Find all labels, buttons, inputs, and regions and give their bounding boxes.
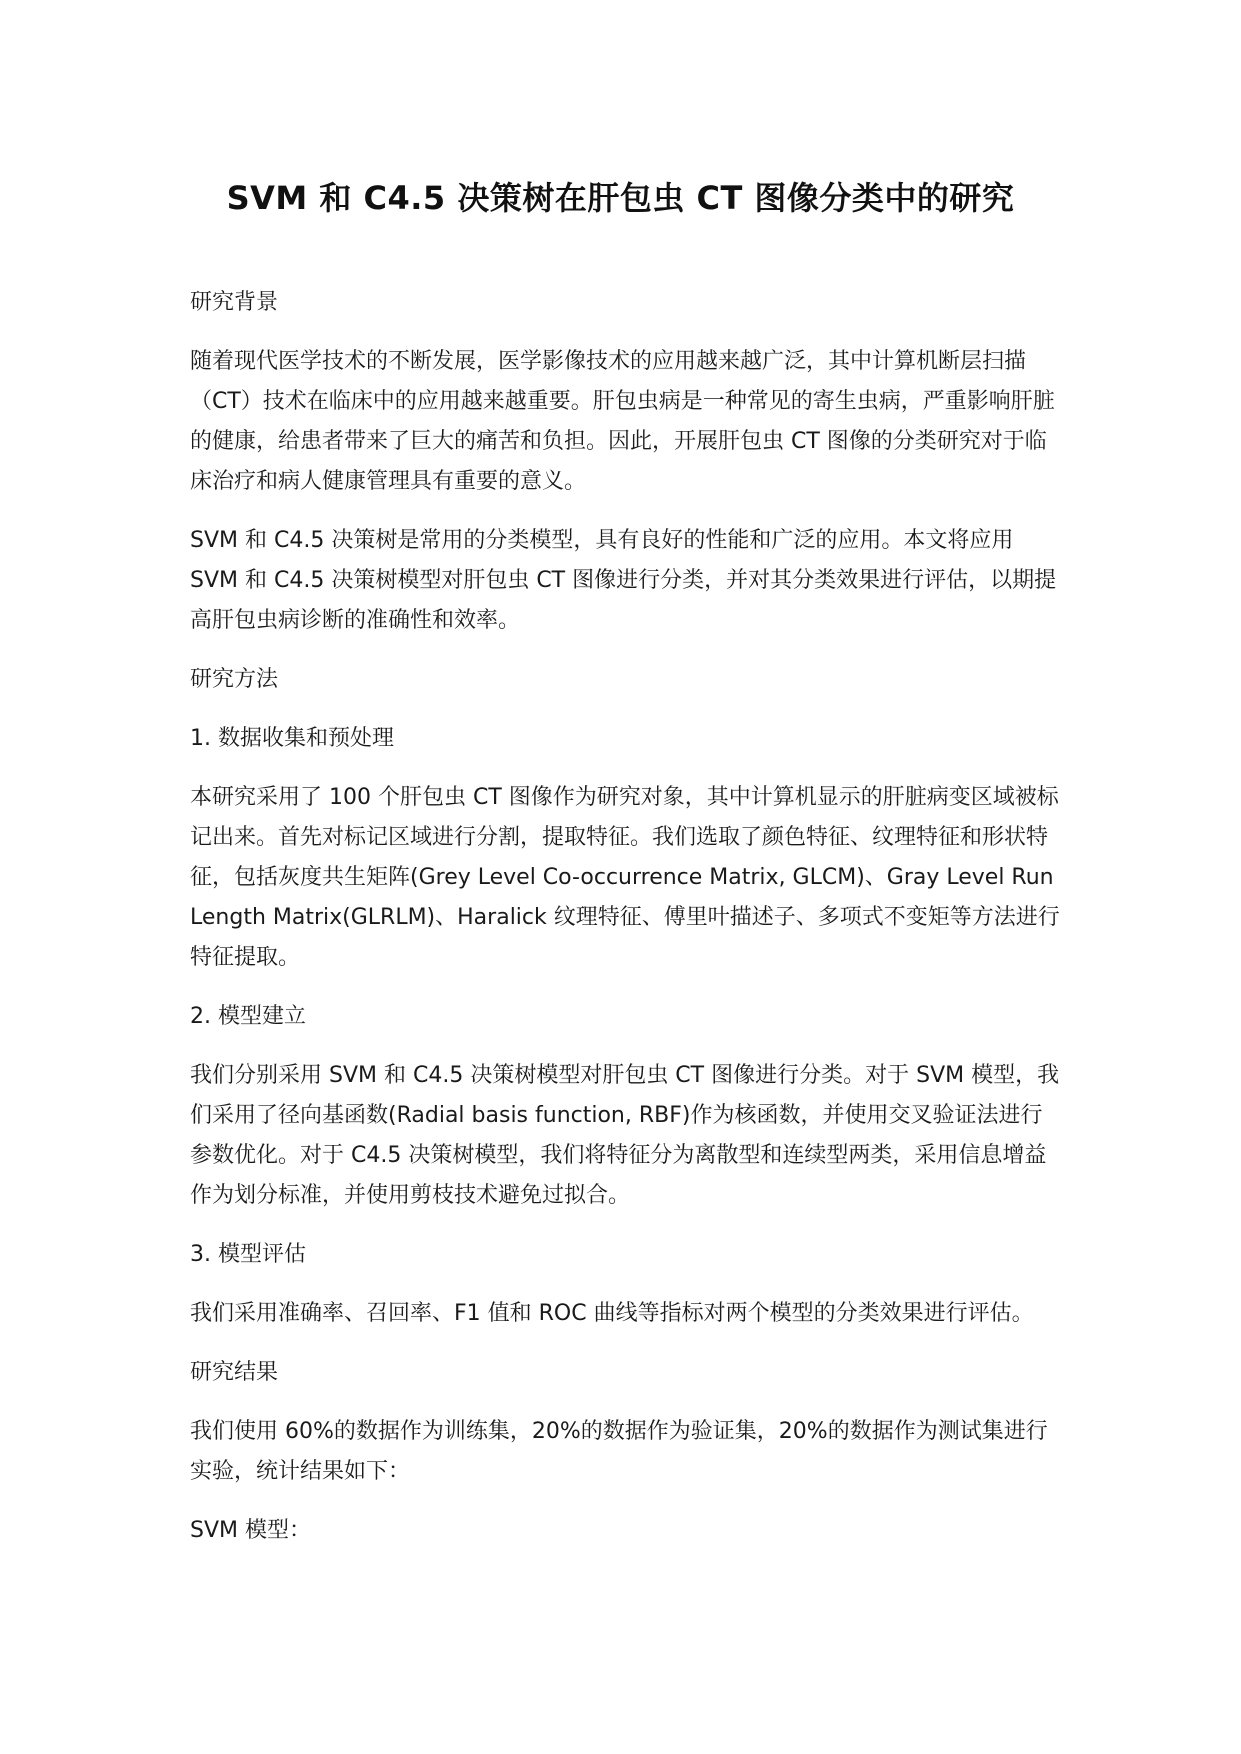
document-title: SVM 和 C4.5 决策树在肝包虫 CT 图像分类中的研究 xyxy=(226,179,1015,217)
subheading-model-evaluation: 3. 模型评估 xyxy=(190,1242,306,1267)
paragraph-background-2: SVM 和 C4.5 决策树是常用的分类模型，具有良好的性能和广泛的应用。本文将应用 SVM 和 C4.5 决策树模型对肝包虫 CT 图像进行分类，并对其分类效果进行评估，以期提高肝包虫病诊断的准确性和效率。 xyxy=(190,528,1057,633)
paragraph-model-building: 我们分别采用 SVM 和 C4.5 决策树模型对肝包虫 CT 图像进行分类。对于 SVM 模型，我们采用了径向基函数(Radial basis function, RBF)作为核函数，并使用交叉验证法进行参数优化。对于 C4.5 决策树模型，我们将特征分为离散型和连续型两类，采用信息增益作为划分标准，并使用剪枝技术避免过拟合。 xyxy=(190,1063,1060,1208)
subheading-model-building: 2. 模型建立 xyxy=(190,1004,306,1029)
section-heading-results: 研究结果 xyxy=(190,1360,279,1385)
paragraph-data-collection: 本研究采用了 100 个肝包虫 CT 图像作为研究对象，其中计算机显示的肝脏病变区域被标记出来。首先对标记区域进行分割，提取特征。我们选取了颜色特征、纹理特征和形状特征，包括灰度共生矩阵(Grey Level Co-occurrence Matrix, GLCM)、Gray Level Run Length Matrix(GLRLM)、Haralick 纹理特征、傅里叶描述子、多项式不变矩等方法进行特征提取。 xyxy=(190,785,1060,970)
section-heading-methods: 研究方法 xyxy=(190,667,279,692)
subheading-data-collection: 1. 数据收集和预处理 xyxy=(190,726,394,751)
document-body xyxy=(190,283,1060,1570)
paragraph-model-evaluation: 我们采用准确率、召回率、F1 值和 ROC 曲线等指标对两个模型的分类效果进行评估。 xyxy=(190,1301,1034,1326)
svm-model-label: SVM 模型： xyxy=(190,1518,311,1543)
paragraph-background-1: 随着现代医学技术的不断发展，医学影像技术的应用越来越广泛，其中计算机断层扫描（CT）技术在临床中的应用越来越重要。肝包虫病是一种常见的寄生虫病，严重影响肝脏的健康，给患者带来了巨大的痛苦和负担。因此，开展肝包虫 CT 图像的分类研究对于临床治疗和病人健康管理具有重要的意义。 xyxy=(190,349,1055,494)
section-heading-background: 研究背景 xyxy=(190,290,279,315)
paragraph-results: 我们使用 60%的数据作为训练集，20%的数据作为验证集，20%的数据作为测试集进行实验，统计结果如下： xyxy=(190,1419,1048,1484)
